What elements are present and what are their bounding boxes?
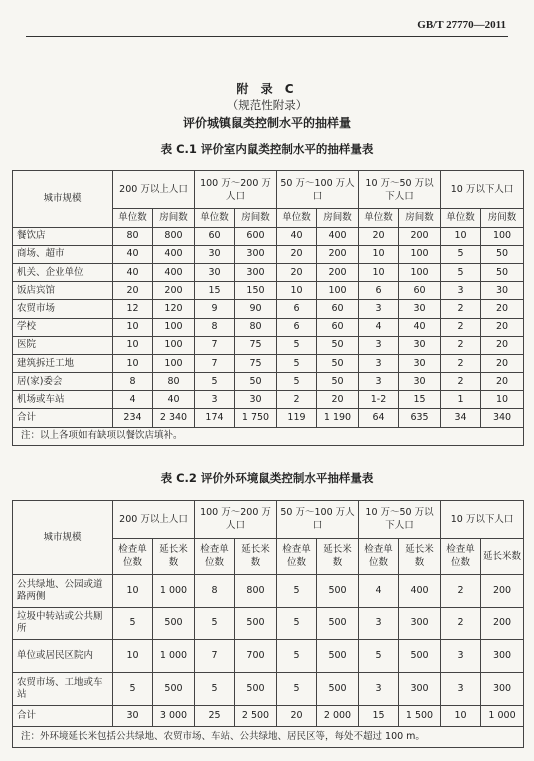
table-cell: 3 [441,673,481,706]
table-cell: 34 [441,409,481,427]
group-header: 200 万以上人口 [113,501,195,539]
group-header: 10 万～50 万以下人口 [359,171,441,209]
row-label: 建筑拆迁工地 [13,354,113,372]
table-cell: 1 000 [153,640,195,673]
group-header: 10 万～50 万以下人口 [359,501,441,539]
table-cell: 100 [317,282,359,300]
row-label: 垃圾中转站或公共厕所 [13,607,113,640]
table-row [13,227,524,245]
table-cell: 635 [399,409,441,427]
table-cell: 300 [399,673,441,706]
table-cell: 4 [113,391,153,409]
table-cell: 340 [481,409,524,427]
table-row [13,245,524,263]
row-label: 单位或居民区院内 [13,640,113,673]
table-cell: 40 [113,245,153,263]
group-header: 50 万～100 万人口 [277,501,359,539]
row-label: 农贸市场、工地或车站 [13,673,113,706]
check-unit-header: 检查单位数 [195,538,235,574]
table-cell: 75 [235,354,277,372]
meter-header: 延长米数 [235,538,277,574]
table-cell: 10 [277,282,317,300]
table-cell: 5 [277,354,317,372]
table-cell: 60 [195,227,235,245]
table-cell: 200 [399,227,441,245]
table-cell: 6 [277,318,317,336]
room-count-header: 房间数 [235,209,277,227]
table-cell: 2 [441,373,481,391]
unit-count-header: 单位数 [441,209,481,227]
table-cell: 500 [317,673,359,706]
table-cell: 500 [399,640,441,673]
table-cell: 5 [113,607,153,640]
table-cell: 800 [235,574,277,607]
table-cell: 10 [441,705,481,726]
table-cell: 15 [399,391,441,409]
meter-header: 延长米数 [153,538,195,574]
appendix-heading: 评价城镇鼠类控制水平的抽样量 [182,116,351,130]
table-cell: 5 [277,574,317,607]
room-count-header: 房间数 [317,209,359,227]
table-row [13,409,524,427]
table-cell: 100 [399,263,441,281]
group-header: 200 万以上人口 [113,171,195,209]
table-cell: 40 [153,391,195,409]
table-cell: 700 [235,640,277,673]
table-row [13,705,524,726]
table-cell: 500 [235,673,277,706]
table-cell: 234 [113,409,153,427]
table-cell: 20 [317,391,359,409]
table-cell: 10 [359,263,399,281]
table-cell: 20 [481,354,524,372]
table-cell: 50 [317,373,359,391]
table-cell: 50 [317,354,359,372]
table-cell: 7 [195,354,235,372]
table-cell: 174 [195,409,235,427]
table-cell: 20 [481,373,524,391]
table-cell: 5 [441,263,481,281]
table-cell: 2 [441,300,481,318]
room-count-header: 房间数 [153,209,195,227]
unit-count-header: 单位数 [113,209,153,227]
table-cell: 2 [441,354,481,372]
table-cell: 30 [399,300,441,318]
unit-count-header: 单位数 [277,209,317,227]
table2-note: 注：外环境延长米包括公共绿地、农贸市场、车站、公共绿地、居民区等，每处不超过 100 m。 [13,726,524,747]
table-row [13,607,524,640]
table-cell: 60 [399,282,441,300]
table-cell: 8 [113,373,153,391]
table-cell: 20 [277,245,317,263]
table-cell: 120 [153,300,195,318]
table-row [13,263,524,281]
table-cell: 10 [113,336,153,354]
table-cell: 150 [235,282,277,300]
table-cell: 200 [317,245,359,263]
table-cell: 2 [441,336,481,354]
table-cell: 8 [195,318,235,336]
table-cell: 20 [277,705,317,726]
room-count-header: 房间数 [399,209,441,227]
table-cell: 30 [195,245,235,263]
table-cell: 600 [235,227,277,245]
table-row [13,574,524,607]
city-scale-header: 城市规模 [13,171,113,228]
row-label: 公共绿地、公园或道路两侧 [13,574,113,607]
table-cell: 500 [153,607,195,640]
row-label: 合计 [13,705,113,726]
table-cell: 400 [153,263,195,281]
table-cell: 20 [113,282,153,300]
row-label: 学校 [13,318,113,336]
table-cell: 30 [113,705,153,726]
table2-caption: 表 C.2 评价外环境鼠类控制水平抽样量表 [160,471,374,485]
table-cell: 1 750 [235,409,277,427]
table-cell: 3 [441,640,481,673]
table-cell: 3 [359,300,399,318]
table-cell: 2 000 [317,705,359,726]
table-cell: 500 [317,607,359,640]
table-cell: 3 [359,336,399,354]
table-cell: 50 [235,373,277,391]
table-cell: 3 [359,673,399,706]
table-cell: 60 [317,300,359,318]
indoor-sampling-table [12,170,524,446]
unit-count-header: 单位数 [359,209,399,227]
table-cell: 10 [113,640,153,673]
outdoor-sampling-table [12,500,524,748]
group-header: 10 万以下人口 [441,501,524,539]
table-cell: 300 [481,673,524,706]
table-cell: 10 [359,245,399,263]
table-cell: 2 [441,574,481,607]
table-cell: 500 [235,607,277,640]
table-cell: 1 190 [317,409,359,427]
table-cell: 3 000 [153,705,195,726]
table-cell: 15 [359,705,399,726]
row-label: 居(家)委会 [13,373,113,391]
table-cell: 12 [113,300,153,318]
check-unit-header: 检查单位数 [113,538,153,574]
table-cell: 100 [399,245,441,263]
row-label: 商场、超市 [13,245,113,263]
table-row [13,640,524,673]
check-unit-header: 检查单位数 [277,538,317,574]
table-cell: 50 [317,336,359,354]
table-cell: 4 [359,574,399,607]
row-label: 餐饮店 [13,227,113,245]
table-cell: 200 [481,574,524,607]
table-cell: 40 [399,318,441,336]
table-cell: 10 [113,354,153,372]
table-cell: 80 [235,318,277,336]
group-header: 100 万～200 万人口 [195,501,277,539]
table-cell: 30 [399,354,441,372]
table-cell: 3 [359,607,399,640]
table-cell: 50 [481,245,524,263]
table-cell: 5 [195,607,235,640]
table-cell: 4 [359,318,399,336]
table-cell: 3 [195,391,235,409]
table-cell: 800 [153,227,195,245]
table-cell: 1-2 [359,391,399,409]
table-cell: 400 [399,574,441,607]
check-unit-header: 检查单位数 [359,538,399,574]
header-rule [26,36,508,37]
appendix-subtitle: （规范性附录） [226,98,308,112]
city-scale-header: 城市规模 [13,501,113,575]
table-cell: 20 [277,263,317,281]
row-label: 机场或车站 [13,391,113,409]
table-cell: 300 [235,245,277,263]
table-cell: 5 [195,373,235,391]
table-cell: 1 000 [153,574,195,607]
table-cell: 40 [113,263,153,281]
table-cell: 300 [481,640,524,673]
table-cell: 400 [153,245,195,263]
table-cell: 5 [113,673,153,706]
table-cell: 2 340 [153,409,195,427]
table-cell: 10 [113,318,153,336]
table-cell: 90 [235,300,277,318]
table-cell: 100 [153,318,195,336]
table-cell: 500 [317,574,359,607]
table-cell: 20 [481,336,524,354]
group-header: 10 万以下人口 [441,171,524,209]
meter-header: 延长米数 [317,538,359,574]
table-cell: 3 [359,373,399,391]
table-cell: 5 [277,673,317,706]
table-row [13,282,524,300]
table-cell: 2 [441,607,481,640]
table-cell: 1 [441,391,481,409]
table-cell: 300 [235,263,277,281]
table-cell: 5 [277,607,317,640]
table-cell: 200 [153,282,195,300]
row-label: 饭店宾馆 [13,282,113,300]
table-cell: 15 [195,282,235,300]
room-count-header: 房间数 [481,209,524,227]
table-cell: 5 [195,673,235,706]
group-header: 50 万～100 万人口 [277,171,359,209]
table-cell: 6 [359,282,399,300]
table-cell: 10 [113,574,153,607]
table-cell: 40 [277,227,317,245]
table-cell: 500 [153,673,195,706]
table-cell: 400 [317,227,359,245]
table-cell: 5 [277,640,317,673]
meter-header: 延长米数 [399,538,441,574]
group-header: 100 万～200 万人口 [195,171,277,209]
table-cell: 8 [195,574,235,607]
appendix-title: 附 录 C [236,82,298,96]
table-cell: 64 [359,409,399,427]
table-cell: 30 [399,336,441,354]
table-row [13,673,524,706]
table-cell: 20 [481,318,524,336]
meter-header: 延长米数 [481,538,524,574]
unit-count-header: 单位数 [195,209,235,227]
table1-caption: 表 C.1 评价室内鼠类控制水平的抽样量表 [160,142,374,156]
table-cell: 2 [277,391,317,409]
table-row [13,354,524,372]
table-cell: 10 [481,391,524,409]
table1-note: 注：以上各项如有缺项以餐饮店填补。 [13,427,524,445]
table-row [13,373,524,391]
table-cell: 1 500 [399,705,441,726]
table-row [13,318,524,336]
table-cell: 200 [481,607,524,640]
table-cell: 100 [481,227,524,245]
row-label: 合计 [13,409,113,427]
table-cell: 30 [195,263,235,281]
table-cell: 1 000 [481,705,524,726]
row-label: 医院 [13,336,113,354]
table-cell: 2 500 [235,705,277,726]
table-cell: 100 [153,336,195,354]
table-cell: 300 [399,607,441,640]
table-row [13,300,524,318]
table-cell: 10 [441,227,481,245]
table-row [13,336,524,354]
table-cell: 30 [481,282,524,300]
table-cell: 9 [195,300,235,318]
table-cell: 20 [481,300,524,318]
table-cell: 30 [399,373,441,391]
table-cell: 119 [277,409,317,427]
table-cell: 5 [277,336,317,354]
row-label: 农贸市场 [13,300,113,318]
table-cell: 2 [441,318,481,336]
table-cell: 5 [441,245,481,263]
table-cell: 500 [317,640,359,673]
table-row [13,391,524,409]
table-cell: 75 [235,336,277,354]
table-cell: 5 [359,640,399,673]
table-cell: 80 [113,227,153,245]
table-cell: 100 [153,354,195,372]
table-cell: 80 [153,373,195,391]
table-cell: 6 [277,300,317,318]
table-cell: 20 [359,227,399,245]
table-cell: 7 [195,640,235,673]
standard-number: GB/T 27770—2011 [417,19,506,31]
row-label: 机关、企业单位 [13,263,113,281]
check-unit-header: 检查单位数 [441,538,481,574]
table-cell: 7 [195,336,235,354]
table-cell: 60 [317,318,359,336]
table-cell: 50 [481,263,524,281]
table-cell: 3 [441,282,481,300]
table-cell: 3 [359,354,399,372]
table-cell: 5 [277,373,317,391]
table-cell: 30 [235,391,277,409]
table-cell: 200 [317,263,359,281]
table-cell: 25 [195,705,235,726]
